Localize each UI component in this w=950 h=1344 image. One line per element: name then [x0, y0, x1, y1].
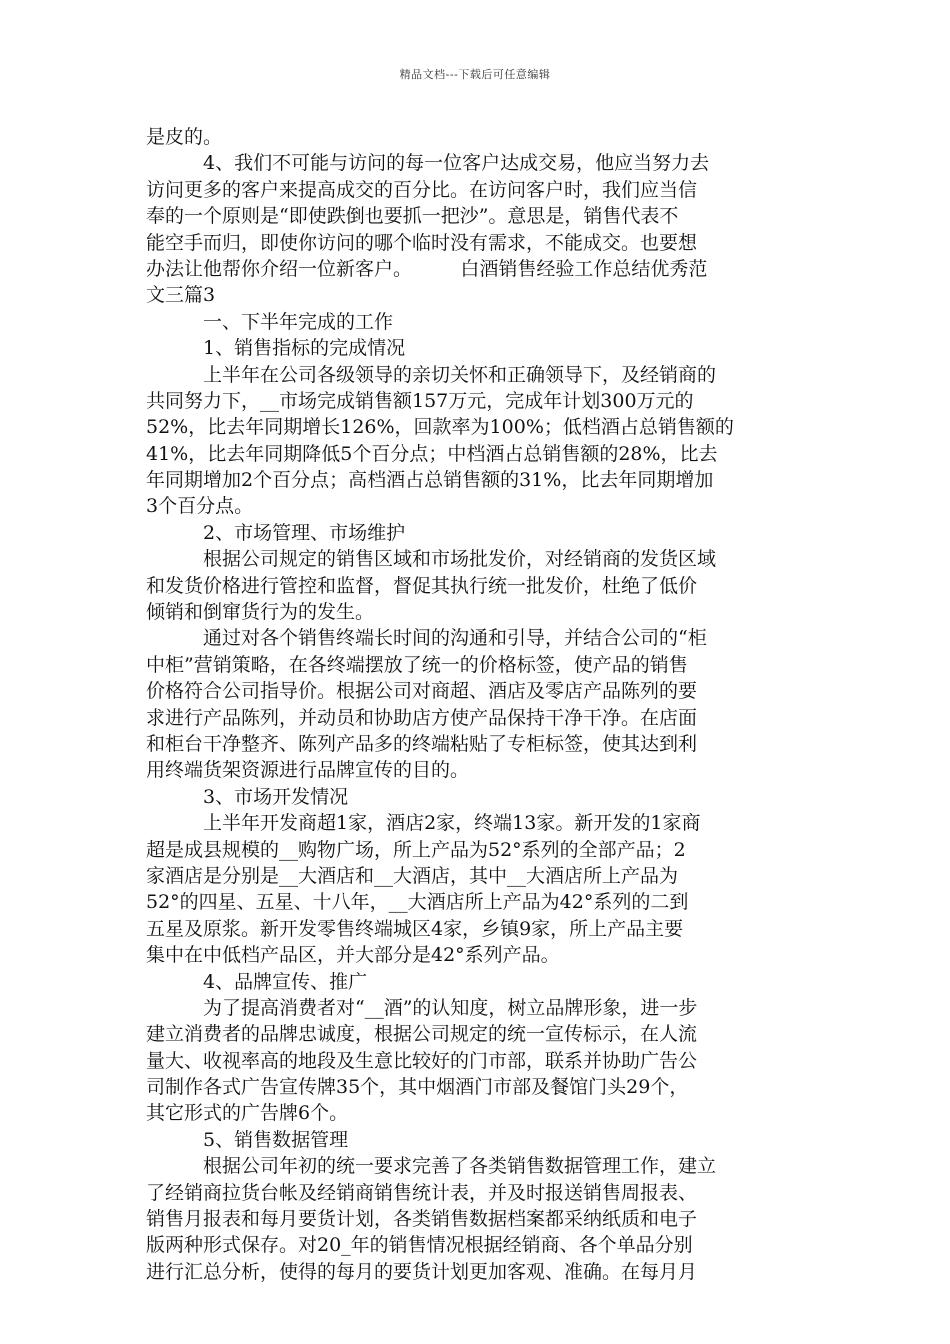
text-line: 建立消费者的品牌忠诚度，根据公司规定的统一宣传标示，在人流 [146, 1023, 698, 1046]
text-line: 超是成县规模的__购物广场，所上产品为52°系列的全部产品；2 [146, 838, 686, 861]
text-line: 通过对各个销售终端长时间的沟通和引导，并结合公司的“柜 [203, 627, 707, 650]
text-line: 5、销售数据管理 [203, 1128, 349, 1151]
text-line: 4、我们不可能与访问的每一位客户达成交易，他应当努力去 [203, 152, 710, 175]
text-line: 版两种形式保存。对20_年的销售情况根据经销商、各个单品分别 [146, 1234, 693, 1257]
text-line: 集中在中低档产品区，并大部分是42°系列产品。 [146, 944, 560, 967]
text-line: 和发货价格进行管控和监督，督促其执行统一批发价，杜绝了低价 [146, 574, 698, 597]
text-line: 上半年开发商超1家，酒店2家，终端13家。新开发的1家商 [203, 812, 701, 835]
text-line: 销售月报表和每月要货计划，各类销售数据档案都采纳纸质和电子 [146, 1208, 698, 1231]
text-line: 根据公司规定的销售区域和市场批发价，对经销商的发货区域 [203, 548, 717, 571]
text-line: 根据公司年初的统一要求完善了各类销售数据管理工作，建立 [203, 1155, 717, 1178]
text-line: 和柜台干净整齐、陈列产品多的终端粘贴了专柜标签，使其达到利 [146, 732, 698, 755]
text-line: 4、品牌宣传、推广 [203, 970, 368, 993]
document-body [146, 124, 810, 1285]
text-line: 进行汇总分析，使得的每月的要货计划更加客观、准确。在每月月 [146, 1260, 698, 1283]
text-line: 3个百分点。 [146, 495, 254, 518]
text-line: 家酒店是分别是__大酒店和__大酒店，其中__大酒店所上产品为 [146, 864, 679, 887]
text-line: 中柜”营销策略，在各终端摆放了统一的价格标签，使产品的销售 [146, 653, 688, 676]
text-line: 量大、收视率高的地段及生意比较好的门市部，联系并协助广告公 [146, 1049, 698, 1072]
text-line: 奉的一个原则是“即使跌倒也要抓一把沙”。意思是，销售代表不 [146, 205, 679, 228]
text-line: 一、下半年完成的工作 [203, 310, 394, 333]
text-line: 文三篇3 [146, 284, 216, 307]
text-line: 能空手而归，即使你访问的哪个临时没有需求，不能成交。也要想 [146, 231, 698, 254]
text-line: 其它形式的广告牌6个。 [146, 1102, 349, 1125]
text-line: 年同期增加2个百分点；高档酒占总销售额的31%，比去年同期增加 [146, 469, 714, 492]
text-line: 1、销售指标的完成情况 [203, 337, 406, 360]
text-line: 2、市场管理、市场维护 [203, 521, 406, 544]
text-line: 求进行产品陈列，并动员和协助店方使产品保持干净干净。在店面 [146, 706, 698, 729]
text-line: 共同努力下，__市场完成销售额157万元，完成年计划300万元的 [146, 389, 694, 412]
text-line: 司制作各式广告宣传牌35个，其中烟酒门市部及餐馆门头29个， [146, 1076, 689, 1099]
text-line: 办法让他帮你介绍一位新客户。 白酒销售经验工作总结优秀范 [146, 257, 708, 280]
text-line: 上半年在公司各级领导的亲切关怀和正确领导下，及经销商的 [203, 363, 717, 386]
text-line: 3、市场开发情况 [203, 785, 349, 808]
page-header: 精品文档---下载后可任意编辑 [399, 68, 551, 81]
text-line: 是皮的。 [146, 126, 223, 148]
text-line: 访问更多的客户来提高成交的百分比。在访问客户时，我们应当信 [146, 178, 698, 201]
text-line: 为了提高消费者对“__酒”的认知度，树立品牌形象，进一步 [203, 996, 698, 1019]
text-line: 52°的四星、五星、十八年，__大酒店所上产品为42°系列的二到 [146, 891, 689, 914]
text-line: 倾销和倒窜货行为的发生。 [146, 601, 375, 624]
text-line: 52%，比去年同期增长126%，回款率为100%；低档酒占总销售额的 [146, 416, 734, 439]
text-line: 五星及原浆。新开发零售终端城区4家，乡镇9家，所上产品主要 [146, 917, 684, 940]
text-line: 用终端货架资源进行品牌宣传的目的。 [146, 759, 470, 782]
text-line: 了经销商拉货台帐及经销商销售统计表，并及时报送销售周报表、 [146, 1181, 698, 1204]
text-line: 41%，比去年同期降低5个百分点；中档酒占总销售额的28%，比去 [146, 442, 718, 465]
text-line: 价格符合公司指导价。根据公司对商超、酒店及零店产品陈列的要 [146, 680, 698, 703]
